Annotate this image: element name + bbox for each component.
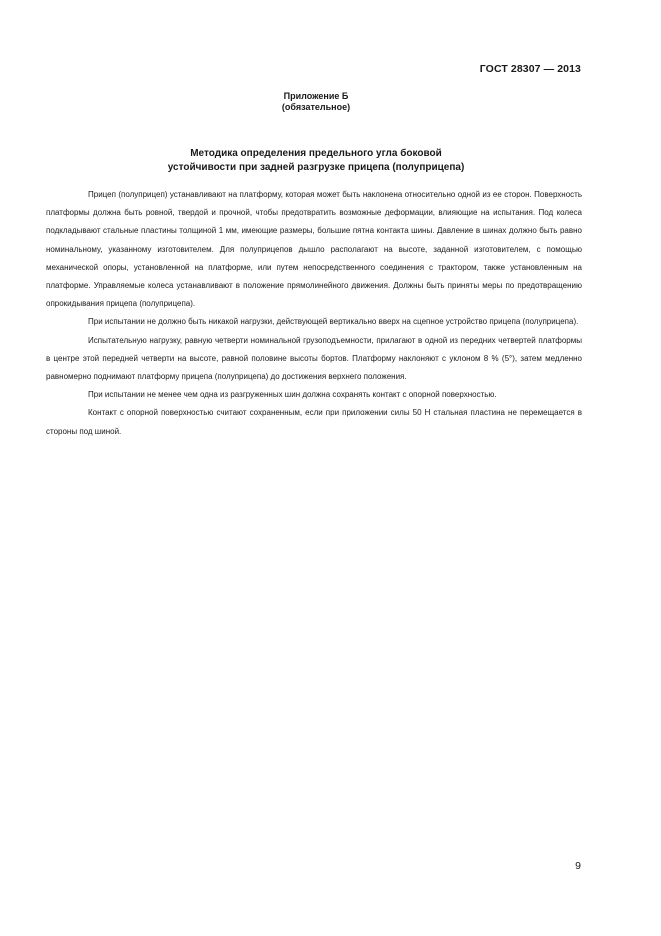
section-title-line-2: устойчивости при задней разгрузке прицепа (полуприцепа)	[167, 162, 465, 173]
paragraph-contact-criterion: Контакт с опорной поверхностью считают сохраненным, если при приложении силы 50 Н стальная пластина не перемещается в стороны под шиной.	[46, 408, 582, 436]
paragraph-test-load: Испытательную нагрузку, равную четверти номинальной грузоподъемности, прилагают в одной из передних четвертей платформы в центре этой передней четверти на высоте, равной половине высоты бортов. Платформу наклоняют с уклоном 8 % (5°), затем медленно равномерно поднимают платформу прицепа (полуприцепа) до достижения верхнего положения.	[46, 335, 582, 382]
section-title-line-1: Методика определения предельного угла боковой	[190, 148, 442, 159]
section-title	[0, 147, 632, 175]
appendix-heading	[0, 91, 632, 113]
paragraph-tire-contact: При испытании не менее чем одна из разгруженных шин должна сохранять контакт с опорной поверхностью.	[88, 390, 497, 400]
paragraph-no-vertical-load: При испытании не должно быть никакой нагрузки, действующей вертикально вверх на сцепное устройство прицепа (полуприцепа).	[88, 317, 579, 327]
page-number: 9	[575, 860, 581, 872]
body-text	[46, 186, 582, 441]
appendix-status: (обязательное)	[281, 102, 351, 112]
appendix-label: Приложение Б	[283, 91, 349, 101]
paragraph-platform-setup: Прицеп (полуприцеп) устанавливают на платформу, которая может быть наклонена относительно одной из ее сторон. Поверхность платформы должна быть ровной, твердой и прочной, чтобы предотвратить возможные деформации, влияющие на испытания. Под колеса подкладывают стальные пластины толщиной 1 мм, имеющие размеры, большие пятна контакта шины. Давление в шинах должно быть равно номинальному, указанному изготовителем. Для полуприцепов дышло располагают на высоте, заданной изготовителем, с помощью механической опоры, установленной на платформе, или путем непосредственного соединения с трактором, также установленным на платформе. Управляемые колеса устанавливают в положение прямолинейного движения. Должны быть приняты меры по предотвращению опрокидывания прицепа (полуприцепа).	[46, 190, 582, 309]
document-standard-number: ГОСТ 28307 — 2013	[479, 63, 581, 75]
